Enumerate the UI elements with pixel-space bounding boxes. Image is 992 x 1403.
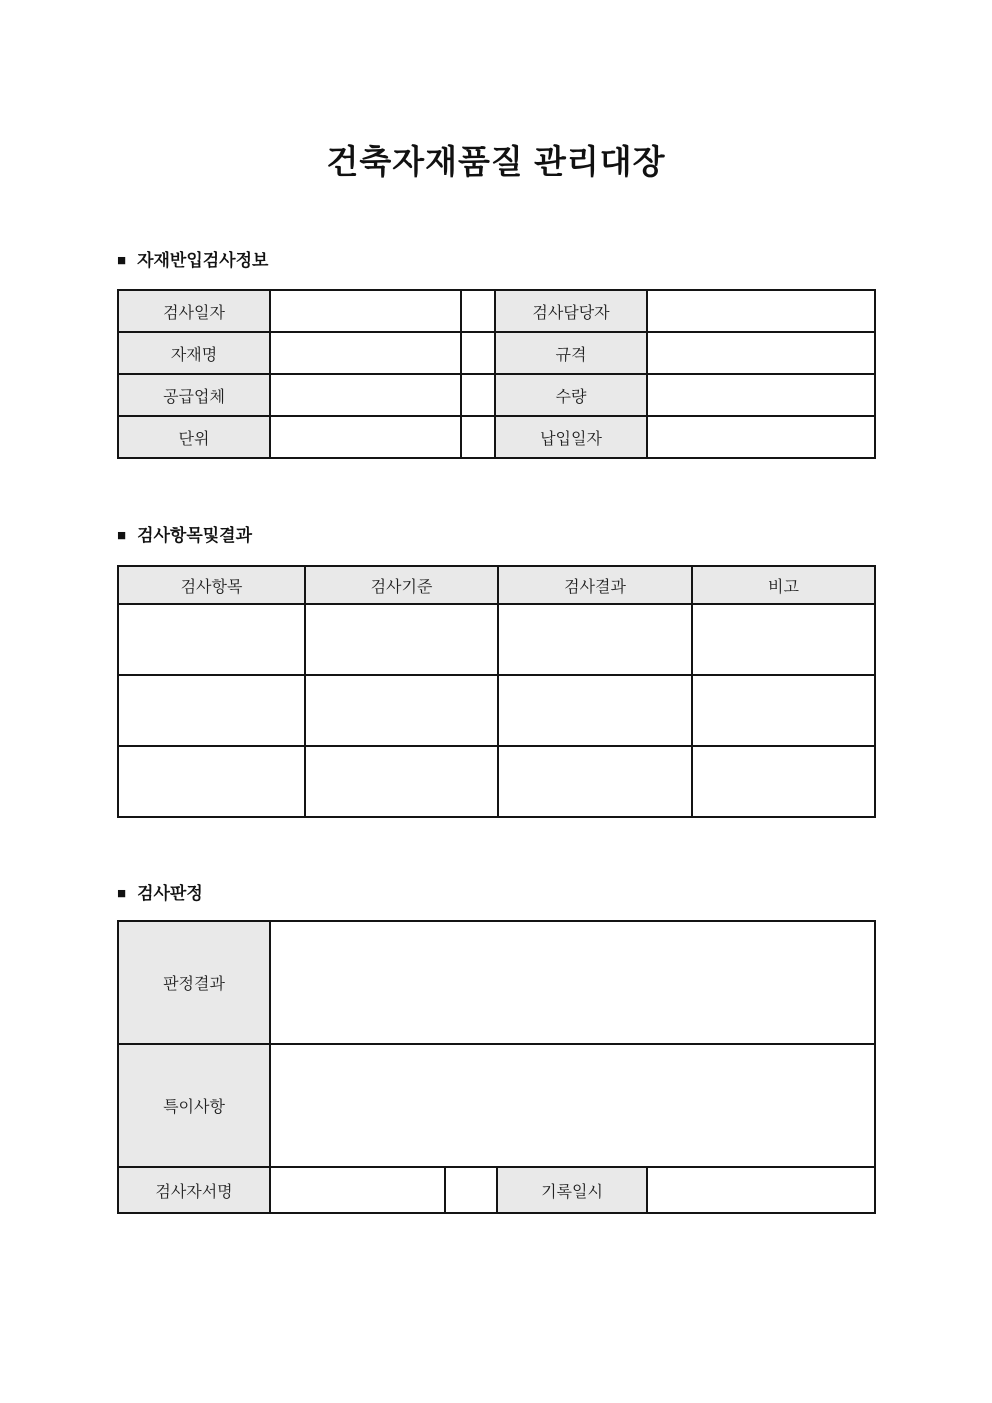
- value-cell: [305, 746, 498, 817]
- column-header-inspection-item: 검사항목: [118, 566, 305, 604]
- spacer-cell: [445, 1167, 497, 1213]
- label-cell-special-notes: 특이사항: [118, 1044, 270, 1167]
- section-heading-inspection-items-results: [117, 525, 875, 547]
- spacer-cell: [461, 332, 495, 374]
- value-cell: [692, 746, 875, 817]
- value-cell-material-name: [270, 332, 461, 374]
- value-cell-delivery-date: [647, 416, 875, 458]
- material-intake-info-table: [117, 289, 876, 459]
- value-cell-record-datetime: [647, 1167, 875, 1213]
- label-cell-inspector: 검사담당자: [495, 290, 647, 332]
- document-content: [0, 138, 992, 1214]
- label-cell-judgment-result: 판정결과: [118, 921, 270, 1044]
- spacer-cell: [461, 416, 495, 458]
- value-cell: [498, 604, 692, 675]
- value-cell-inspection-date: [270, 290, 461, 332]
- value-cell: [498, 675, 692, 746]
- label-cell-inspection-date: 검사일자: [118, 290, 270, 332]
- label-cell-specification: 규격: [495, 332, 647, 374]
- spacer-cell: [461, 374, 495, 416]
- value-cell-special-notes: [270, 1044, 875, 1167]
- table-row: [118, 332, 875, 374]
- value-cell: [692, 675, 875, 746]
- label-cell-supplier: 공급업체: [118, 374, 270, 416]
- value-cell-inspector-signature: [270, 1167, 445, 1213]
- column-header-inspection-result: 검사결과: [498, 566, 692, 604]
- section-bullet-icon: ■: [117, 252, 127, 269]
- table-row: [118, 290, 875, 332]
- label-cell-quantity: 수량: [495, 374, 647, 416]
- value-cell: [692, 604, 875, 675]
- table-row: [118, 675, 875, 746]
- section-heading-label: 검사판정: [137, 884, 203, 903]
- value-cell-unit: [270, 416, 461, 458]
- label-cell-record-datetime: 기록일시: [497, 1167, 647, 1213]
- column-header-inspection-standard: 검사기준: [305, 566, 498, 604]
- value-cell: [118, 604, 305, 675]
- value-cell-judgment-result: [270, 921, 875, 1044]
- value-cell: [118, 746, 305, 817]
- value-cell-quantity: [647, 374, 875, 416]
- value-cell: [305, 675, 498, 746]
- value-cell: [118, 675, 305, 746]
- section-bullet-icon: ■: [117, 885, 127, 902]
- table-row: [118, 1044, 875, 1167]
- value-cell: [498, 746, 692, 817]
- section-heading-inspection-judgment: [117, 883, 875, 905]
- table-row: [118, 921, 875, 1044]
- inspection-judgment-table: [117, 920, 876, 1214]
- table-row: [118, 1167, 875, 1213]
- section-heading-label: 검사항목및결과: [137, 526, 253, 545]
- label-cell-inspector-signature: 검사자서명: [118, 1167, 270, 1213]
- value-cell-specification: [647, 332, 875, 374]
- section-heading-material-intake-info: [117, 250, 875, 272]
- value-cell-supplier: [270, 374, 461, 416]
- table-row: [118, 374, 875, 416]
- inspection-items-results-table: [117, 565, 876, 818]
- spacer-cell: [461, 290, 495, 332]
- label-cell-delivery-date: 납입일자: [495, 416, 647, 458]
- label-cell-material-name: 자재명: [118, 332, 270, 374]
- section-heading-label: 자재반입검사정보: [137, 251, 269, 270]
- column-header-remarks: 비고: [692, 566, 875, 604]
- table-row: [118, 746, 875, 817]
- value-cell: [305, 604, 498, 675]
- table-row: [118, 604, 875, 675]
- table-header-row: [118, 566, 875, 604]
- label-cell-unit: 단위: [118, 416, 270, 458]
- value-cell-inspector: [647, 290, 875, 332]
- page-title: 건축자재품질 관리대장: [326, 143, 666, 180]
- section-bullet-icon: ■: [117, 527, 127, 544]
- table-row: [118, 416, 875, 458]
